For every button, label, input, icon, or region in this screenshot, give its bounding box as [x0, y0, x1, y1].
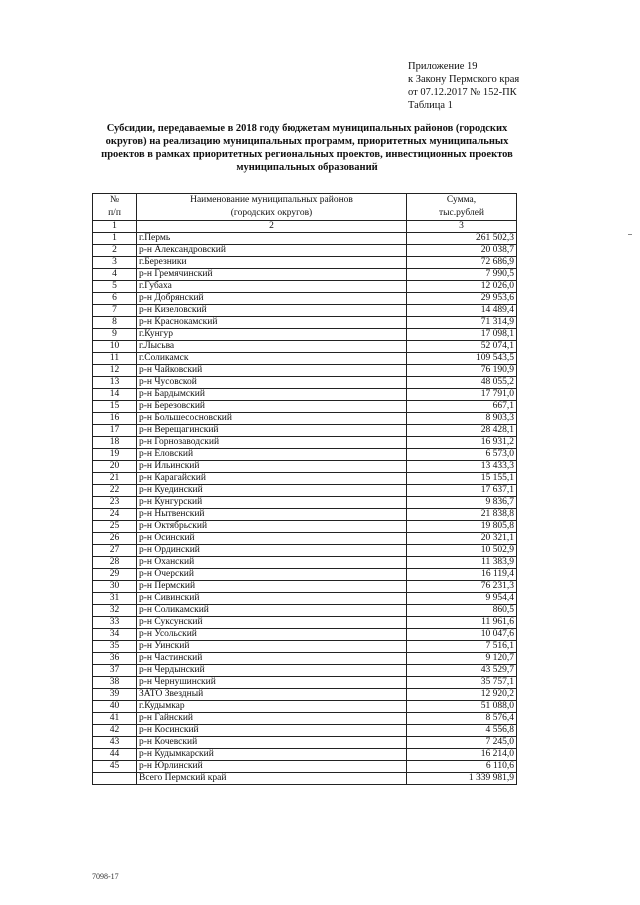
table-row	[93, 761, 517, 773]
row-sum: 29 953,6	[407, 293, 517, 305]
table-row	[93, 449, 517, 461]
row-district-name: р-н Косинский	[137, 725, 407, 737]
appendix-header	[408, 60, 608, 112]
row-sum: 261 502,3	[407, 233, 517, 245]
row-sum: 10 502,9	[407, 545, 517, 557]
row-sum: 76 231,3	[407, 581, 517, 593]
table-row	[93, 749, 517, 761]
column-number-2: 2	[137, 221, 407, 233]
row-district-name: р-н Уинский	[137, 641, 407, 653]
row-sum: 72 686,9	[407, 257, 517, 269]
row-number: 37	[93, 665, 137, 677]
table-total-row	[93, 773, 517, 785]
table-row	[93, 545, 517, 557]
table-row	[93, 353, 517, 365]
row-district-name: р-н Еловский	[137, 449, 407, 461]
table-row	[93, 509, 517, 521]
row-number: 25	[93, 521, 137, 533]
table-row	[93, 725, 517, 737]
footer-code: 7098-17	[92, 872, 119, 881]
row-number: 11	[93, 353, 137, 365]
scan-mark	[628, 234, 632, 235]
row-number: 44	[93, 749, 137, 761]
row-number: 35	[93, 641, 137, 653]
row-number: 42	[93, 725, 137, 737]
row-district-name: р-н Кудымкарский	[137, 749, 407, 761]
row-number: 40	[93, 701, 137, 713]
row-district-name: р-н Пермский	[137, 581, 407, 593]
row-number: 1	[93, 233, 137, 245]
row-number: 15	[93, 401, 137, 413]
table-row	[93, 641, 517, 653]
appendix-line-4: Таблица 1	[408, 100, 453, 111]
table-header-row	[93, 194, 517, 221]
row-district-name: р-н Добрянский	[137, 293, 407, 305]
table-row	[93, 533, 517, 545]
table-row	[93, 377, 517, 389]
row-sum: 19 805,8	[407, 521, 517, 533]
row-sum: 35 757,1	[407, 677, 517, 689]
row-number: 4	[93, 269, 137, 281]
row-number: 23	[93, 497, 137, 509]
table-column-numbers-row	[93, 221, 517, 233]
table-row	[93, 581, 517, 593]
table-row	[93, 317, 517, 329]
appendix-line-3: от 07.12.2017 № 152-ПК	[408, 87, 517, 98]
row-district-name: р-н Горнозаводский	[137, 437, 407, 449]
row-number: 36	[93, 653, 137, 665]
row-district-name: р-н Очерский	[137, 569, 407, 581]
row-district-name: р-н Чердынский	[137, 665, 407, 677]
row-sum: 10 047,6	[407, 629, 517, 641]
table-row	[93, 293, 517, 305]
row-sum: 7 245,0	[407, 737, 517, 749]
row-district-name: р-н Чайковский	[137, 365, 407, 377]
row-sum: 16 119,4	[407, 569, 517, 581]
row-sum: 9 120,7	[407, 653, 517, 665]
row-district-name: р-н Краснокамский	[137, 317, 407, 329]
total-label: Всего Пермский край	[137, 773, 407, 785]
row-sum: 15 155,1	[407, 473, 517, 485]
row-number: 33	[93, 617, 137, 629]
row-district-name: р-н Октябрьский	[137, 521, 407, 533]
row-number: 22	[93, 485, 137, 497]
row-sum: 109 543,5	[407, 353, 517, 365]
table-row	[93, 689, 517, 701]
row-district-name: р-н Юрлинский	[137, 761, 407, 773]
row-district-name: р-н Ильинский	[137, 461, 407, 473]
row-number: 13	[93, 377, 137, 389]
row-sum: 4 556,8	[407, 725, 517, 737]
row-district-name: г.Соликамск	[137, 353, 407, 365]
table-row	[93, 677, 517, 689]
table-row	[93, 413, 517, 425]
row-number: 21	[93, 473, 137, 485]
row-sum: 860,5	[407, 605, 517, 617]
row-district-name: р-н Кизеловский	[137, 305, 407, 317]
table-row	[93, 653, 517, 665]
row-sum: 12 026,0	[407, 281, 517, 293]
row-sum: 51 088,0	[407, 701, 517, 713]
row-district-name: р-н Нытвенский	[137, 509, 407, 521]
row-number: 5	[93, 281, 137, 293]
row-sum: 6 573,0	[407, 449, 517, 461]
table-row	[93, 281, 517, 293]
document-title: Субсидии, передаваемые в 2018 году бюджетам муниципальных районов (городских округов) на реализацию муниципальных программ, приоритетных муниципальных проектов в рамках приоритетных региональных проектов, инвестиционных проектов муниципальных образований	[101, 123, 513, 173]
row-number: 2	[93, 245, 137, 257]
row-sum: 20 038,7	[407, 245, 517, 257]
row-sum: 17 098,1	[407, 329, 517, 341]
appendix-line-1: Приложение 19	[408, 61, 478, 72]
table-row	[93, 401, 517, 413]
row-district-name: р-н Оханский	[137, 557, 407, 569]
row-sum: 48 055,2	[407, 377, 517, 389]
row-district-name: р-н Осинский	[137, 533, 407, 545]
table-row	[93, 701, 517, 713]
row-sum: 21 838,8	[407, 509, 517, 521]
row-sum: 13 433,3	[407, 461, 517, 473]
row-number: 8	[93, 317, 137, 329]
row-sum: 667,1	[407, 401, 517, 413]
table-row	[93, 329, 517, 341]
row-number: 20	[93, 461, 137, 473]
row-district-name: р-н Ординский	[137, 545, 407, 557]
row-district-name: р-н Суксунский	[137, 617, 407, 629]
row-sum: 12 920,2	[407, 689, 517, 701]
row-sum: 17 791,0	[407, 389, 517, 401]
row-number: 28	[93, 557, 137, 569]
table-row	[93, 305, 517, 317]
table-row	[93, 497, 517, 509]
table-row	[93, 365, 517, 377]
row-number: 27	[93, 545, 137, 557]
row-number: 34	[93, 629, 137, 641]
row-sum: 17 637,1	[407, 485, 517, 497]
total-sum: 1 339 981,9	[407, 773, 517, 785]
row-sum: 6 110,6	[407, 761, 517, 773]
row-number: 16	[93, 413, 137, 425]
row-district-name: р-н Верещагинский	[137, 425, 407, 437]
column-number-3: 3	[407, 221, 517, 233]
row-sum: 14 489,4	[407, 305, 517, 317]
table-row	[93, 485, 517, 497]
row-district-name: р-н Карагайский	[137, 473, 407, 485]
row-sum: 11 383,9	[407, 557, 517, 569]
table-row	[93, 425, 517, 437]
row-number: 30	[93, 581, 137, 593]
table-row	[93, 665, 517, 677]
row-district-name: р-н Большесосновский	[137, 413, 407, 425]
table-row	[93, 461, 517, 473]
header-sum: Сумма, тыс.рублей	[407, 194, 517, 221]
row-number: 26	[93, 533, 137, 545]
row-district-name: г.Кудымкар	[137, 701, 407, 713]
header-number: № п/п	[93, 194, 137, 221]
row-sum: 16 214,0	[407, 749, 517, 761]
row-number: 6	[93, 293, 137, 305]
row-sum: 20 321,1	[407, 533, 517, 545]
row-number: 43	[93, 737, 137, 749]
row-number: 17	[93, 425, 137, 437]
row-district-name: р-н Гайнский	[137, 713, 407, 725]
table-row	[93, 233, 517, 245]
row-district-name: р-н Березовский	[137, 401, 407, 413]
row-number: 24	[93, 509, 137, 521]
row-sum: 43 529,7	[407, 665, 517, 677]
row-district-name: р-н Куединский	[137, 485, 407, 497]
row-sum: 7 990,5	[407, 269, 517, 281]
total-empty-cell	[93, 773, 137, 785]
table-row	[93, 713, 517, 725]
table-row	[93, 437, 517, 449]
row-district-name: р-н Усольский	[137, 629, 407, 641]
row-district-name: р-н Частинский	[137, 653, 407, 665]
table-body	[93, 233, 517, 773]
row-number: 3	[93, 257, 137, 269]
table-row	[93, 605, 517, 617]
row-number: 31	[93, 593, 137, 605]
column-number-1: 1	[93, 221, 137, 233]
row-sum: 28 428,1	[407, 425, 517, 437]
row-number: 14	[93, 389, 137, 401]
subsidies-table	[92, 193, 517, 785]
row-sum: 71 314,9	[407, 317, 517, 329]
table-row	[93, 389, 517, 401]
table-row	[93, 737, 517, 749]
row-district-name: г.Березники	[137, 257, 407, 269]
row-district-name: р-н Кунгурский	[137, 497, 407, 509]
table-row	[93, 257, 517, 269]
row-number: 18	[93, 437, 137, 449]
table-row	[93, 629, 517, 641]
row-sum: 8 576,4	[407, 713, 517, 725]
table-row	[93, 245, 517, 257]
table-row	[93, 593, 517, 605]
row-sum: 8 903,3	[407, 413, 517, 425]
row-number: 45	[93, 761, 137, 773]
row-number: 12	[93, 365, 137, 377]
table-row	[93, 521, 517, 533]
row-sum: 9 836,7	[407, 497, 517, 509]
header-name: Наименование муниципальных районов (городских округов)	[137, 194, 407, 221]
row-number: 29	[93, 569, 137, 581]
table-row	[93, 557, 517, 569]
row-district-name: р-н Кочевский	[137, 737, 407, 749]
row-district-name: г.Губаха	[137, 281, 407, 293]
row-district-name: р-н Чернушинский	[137, 677, 407, 689]
row-district-name: р-н Сивинский	[137, 593, 407, 605]
row-sum: 52 074,1	[407, 341, 517, 353]
row-district-name: г.Кунгур	[137, 329, 407, 341]
row-number: 10	[93, 341, 137, 353]
table-row	[93, 473, 517, 485]
row-sum: 7 516,1	[407, 641, 517, 653]
row-sum: 16 931,2	[407, 437, 517, 449]
table-row	[93, 569, 517, 581]
table-row	[93, 269, 517, 281]
row-district-name: р-н Бардымский	[137, 389, 407, 401]
row-number: 19	[93, 449, 137, 461]
row-district-name: р-н Александровский	[137, 245, 407, 257]
row-number: 39	[93, 689, 137, 701]
row-number: 38	[93, 677, 137, 689]
row-district-name: ЗАТО Звездный	[137, 689, 407, 701]
row-district-name: р-н Гремячинский	[137, 269, 407, 281]
row-district-name: г.Пермь	[137, 233, 407, 245]
row-number: 32	[93, 605, 137, 617]
appendix-line-2: к Закону Пермского края	[408, 74, 520, 85]
row-number: 7	[93, 305, 137, 317]
row-sum: 9 954,4	[407, 593, 517, 605]
row-district-name: г.Лысьва	[137, 341, 407, 353]
table-row	[93, 341, 517, 353]
row-sum: 11 961,6	[407, 617, 517, 629]
row-number: 41	[93, 713, 137, 725]
row-district-name: р-н Чусовской	[137, 377, 407, 389]
row-number: 9	[93, 329, 137, 341]
row-sum: 76 190,9	[407, 365, 517, 377]
table-row	[93, 617, 517, 629]
row-district-name: р-н Соликамский	[137, 605, 407, 617]
